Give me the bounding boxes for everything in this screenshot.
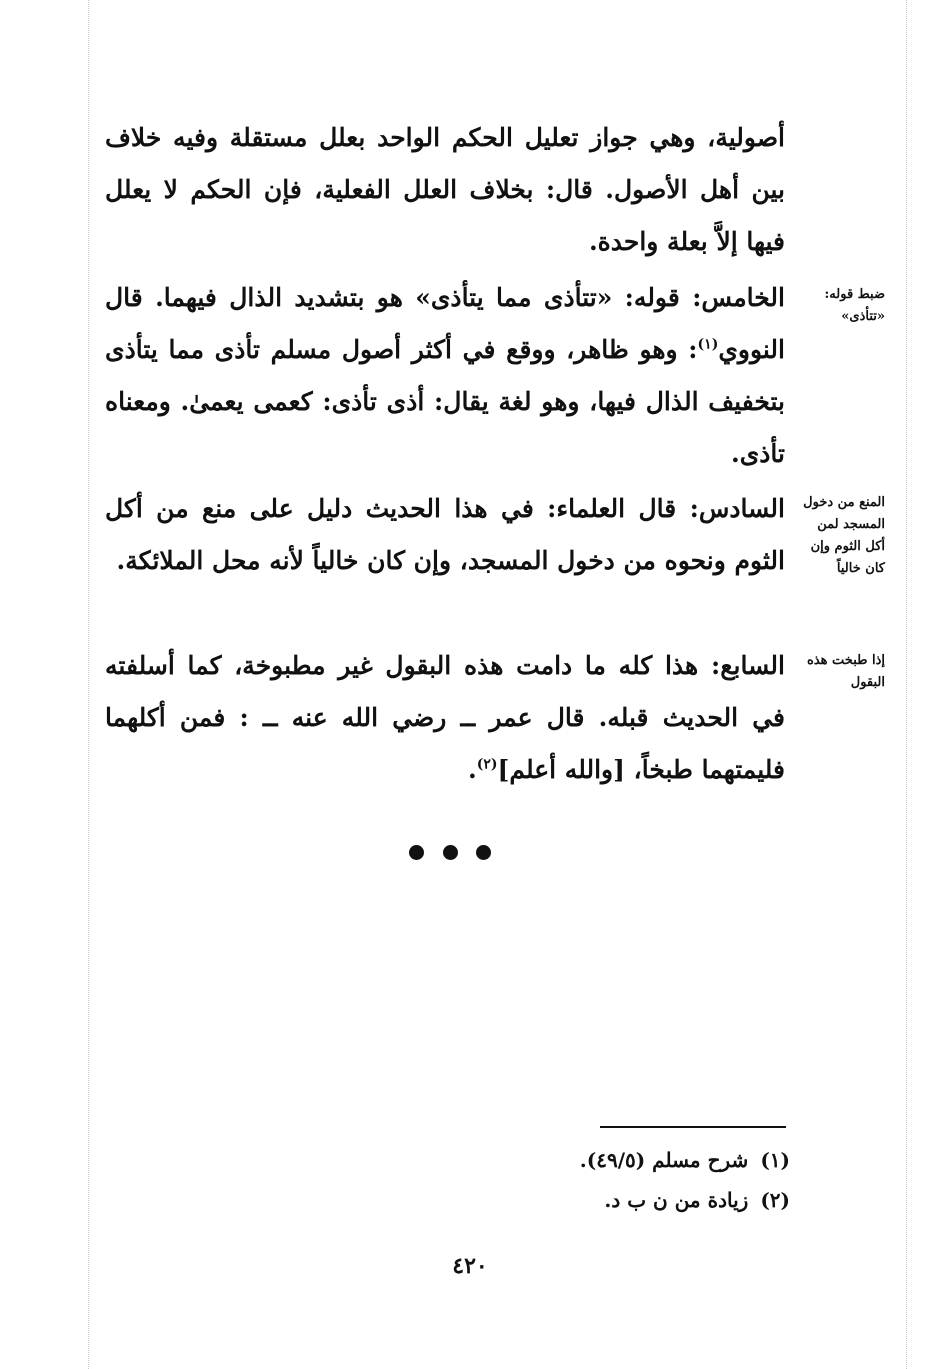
margin-note-2: المنع من دخول المسجد لمن أكل الثوم وإن كان خالياً [803,495,885,576]
ornament-dot [409,845,424,860]
footnote-2 [420,1180,790,1220]
ornament-dot [443,845,458,860]
margin-note-1: ضبط قوله: «تتأذى» [824,287,885,324]
paragraph-1 [105,112,785,268]
footnote-marker-2[interactable]: (٢) [476,756,498,773]
scan-edge-right [906,0,907,1369]
paragraph-3 [105,483,785,587]
paragraph-3-lead: السادس: [689,494,785,523]
page-number: ٤٢٠ [452,1253,488,1279]
section-break-ornament [409,843,491,861]
paragraph-2-text-after: : وهو ظاهر، ووقع في أكثر أصول مسلم تأذى مما يتأذى بتخفيف الذال فيها، وهو لغة يقال: أذى تأذى: كعمى يعمىٰ. ومعناه تأذى. [105,335,785,468]
footnote-2-number: (٢) [760,1188,790,1212]
footnote-1 [420,1140,790,1180]
paragraph-4-text-before: هذا كله ما دامت هذه البقول غير مطبوخة، كما أسلفته في الحديث قبله. قال عمر ــ رضي الله عنه ــ : فمن أكلهما فليمتهما طبخاً، [والله أعلم] [105,651,785,784]
paragraph-4 [105,640,785,796]
scan-edge-left [88,0,89,1369]
footnote-separator [600,1126,786,1128]
margin-note-3: إذا طبخت هذه البقول [807,653,885,690]
paragraph-2 [105,272,785,480]
footnotes [420,1140,790,1220]
footnote-marker-1[interactable]: (١) [697,336,719,353]
paragraph-4-lead: السابع: [711,651,785,680]
footnote-1-number: (١) [760,1148,790,1172]
paragraph-4-text-after: . [468,755,477,784]
footnote-2-text: زيادة من ن ب د. [604,1188,749,1212]
paragraph-3-text: قال العلماء: في هذا الحديث دليل على منع من أكل الثوم ونحوه من دخول المسجد، وإن كان خالياً لأنه محل الملائكة. [105,494,785,575]
paragraph-1-text: أصولية، وهي جواز تعليل الحكم الواحد بعلل مستقلة وفيه خلاف بين أهل الأصول. قال: بخلاف العلل الفعلية، فإن الحكم لا يعلل فيها إلاَّ بعلة واحدة. [105,123,785,256]
paragraph-2-text-before: قوله: «تتأذى مما يتأذى» هو بتشديد الذال فيهما. قال النووي [105,283,785,364]
footnote-1-text: شرح مسلم (٤٩/٥). [579,1148,749,1172]
paragraph-2-lead: الخامس: [692,283,785,312]
ornament-dot [476,845,491,860]
